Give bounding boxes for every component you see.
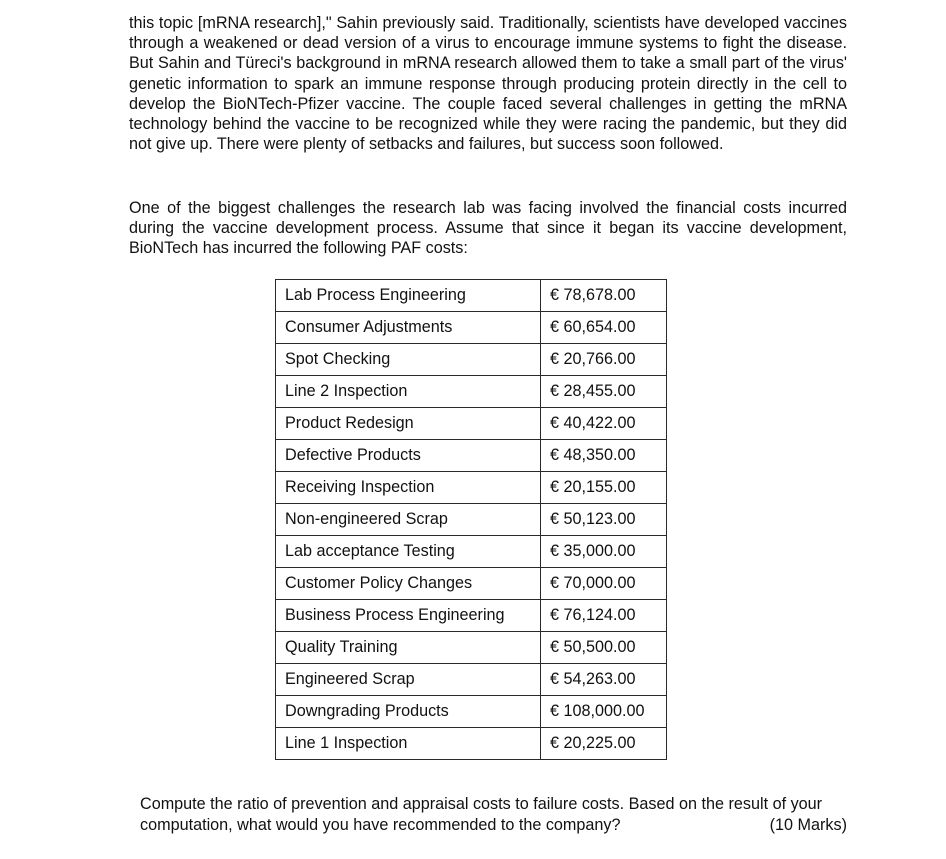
cost-amount: € 50,500.00 bbox=[541, 632, 667, 664]
intro-paragraph: this topic [mRNA research]," Sahin previously said. Traditionally, scientists have developed vaccines through a weakened or dead version of a virus to encourage immune systems to fight the disease. But Sahin and Türeci's background in mRNA research allowed them to take a small part of the virus' genetic information to spark an immune response through producing protein directly in the cell to develop the BioNTech-Pfizer vaccine. The couple faced several challenges in getting the mRNA technology behind the vaccine to be recognized while they were racing the pandemic, but they did not give up. There were plenty of setbacks and failures, but success soon followed. bbox=[129, 14, 847, 154]
table-row bbox=[276, 728, 667, 760]
cost-amount: € 40,422.00 bbox=[541, 408, 667, 440]
cost-amount: € 78,678.00 bbox=[541, 280, 667, 312]
table-row bbox=[276, 472, 667, 504]
table-row bbox=[276, 600, 667, 632]
cost-item: Engineered Scrap bbox=[276, 664, 541, 696]
cost-item: Customer Policy Changes bbox=[276, 568, 541, 600]
cost-item: Non-engineered Scrap bbox=[276, 504, 541, 536]
table-row bbox=[276, 376, 667, 408]
cost-item: Receiving Inspection bbox=[276, 472, 541, 504]
table-row bbox=[276, 312, 667, 344]
cost-item: Line 1 Inspection bbox=[276, 728, 541, 760]
cost-item: Product Redesign bbox=[276, 408, 541, 440]
cost-amount: € 20,225.00 bbox=[541, 728, 667, 760]
table-row bbox=[276, 344, 667, 376]
costs-paragraph: One of the biggest challenges the research lab was facing involved the financial costs incurred during the vaccine development process. Assume that since it began its vaccine development, BioNTech has incurred the following PAF costs: bbox=[129, 199, 847, 258]
cost-amount: € 60,654.00 bbox=[541, 312, 667, 344]
cost-amount: € 48,350.00 bbox=[541, 440, 667, 472]
cost-item: Lab Process Engineering bbox=[276, 280, 541, 312]
table-row bbox=[276, 408, 667, 440]
cost-item: Quality Training bbox=[276, 632, 541, 664]
cost-item: Downgrading Products bbox=[276, 696, 541, 728]
cost-amount: € 54,263.00 bbox=[541, 664, 667, 696]
cost-item: Business Process Engineering bbox=[276, 600, 541, 632]
cost-item: Defective Products bbox=[276, 440, 541, 472]
cost-amount: € 70,000.00 bbox=[541, 568, 667, 600]
marks-label: (10 Marks) bbox=[769, 816, 847, 834]
cost-amount: € 20,155.00 bbox=[541, 472, 667, 504]
cost-amount: € 28,455.00 bbox=[541, 376, 667, 408]
table-row bbox=[276, 440, 667, 472]
cost-amount: € 20,766.00 bbox=[541, 344, 667, 376]
table-row bbox=[276, 536, 667, 568]
cost-amount: € 76,124.00 bbox=[541, 600, 667, 632]
table-row bbox=[276, 280, 667, 312]
cost-amount: € 50,123.00 bbox=[541, 504, 667, 536]
table-row bbox=[276, 696, 667, 728]
paf-cost-table bbox=[275, 279, 667, 760]
table-row bbox=[276, 664, 667, 696]
cost-item: Spot Checking bbox=[276, 344, 541, 376]
cost-item: Consumer Adjustments bbox=[276, 312, 541, 344]
table-row bbox=[276, 504, 667, 536]
question-block bbox=[140, 794, 847, 836]
table-row bbox=[276, 568, 667, 600]
cost-amount: € 35,000.00 bbox=[541, 536, 667, 568]
cost-item: Line 2 Inspection bbox=[276, 376, 541, 408]
question-text: Compute the ratio of prevention and appraisal costs to failure costs. Based on the result of your computation, what would you have recommended to the company? bbox=[140, 795, 823, 834]
cost-item: Lab acceptance Testing bbox=[276, 536, 541, 568]
cost-amount: € 108,000.00 bbox=[541, 696, 667, 728]
table-row bbox=[276, 632, 667, 664]
